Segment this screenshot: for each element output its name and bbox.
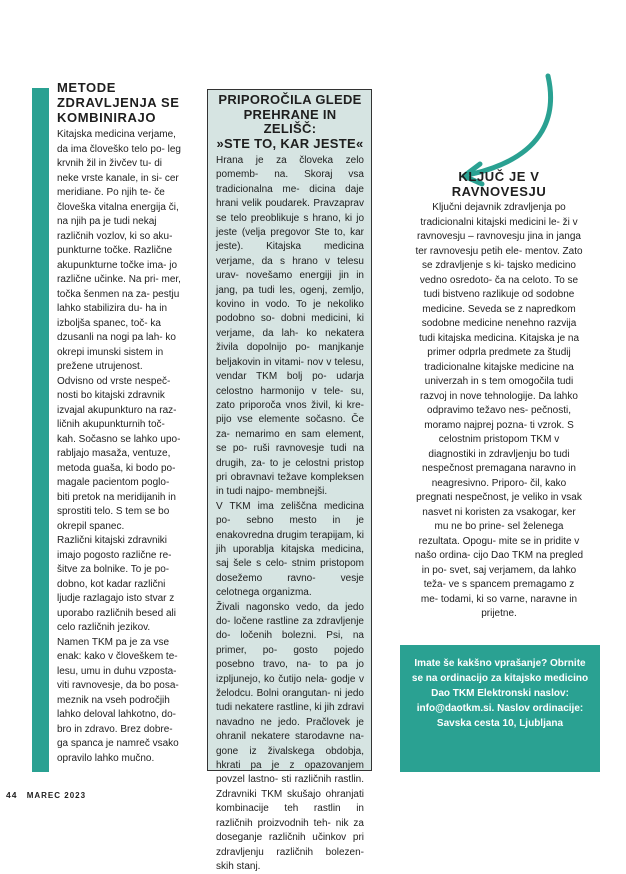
paragraph: Ključni dejavnik zdravljenja po tradicionalni kitajski medicini le- ži v ravnovesju – ravnovesju jina in janga ter ravnovesju petih ele- mentov. Zato se zdravljenje s ki- tajsko medicino vedno osredoto- ča na celoto. To se tudi bistveno razlikuje od sodobne medicine. Seveda se z napredkom sodobne medicine nenehno razvija tudi kitajska medicina. Kitajska je na primer odprla predmete za študij tradicionalne kitajske medicine na univerzah in s tem omogočila tudi razvoj in nove tehnologije. Da lahko odpravimo težavo nes- pečnosti, moramo najprej pozna- ti vzrok. S celostnim pristopom TKM v diagnostiki in zdravljenju bo tudi nespečnost premagana naravno in neagresivno. Priporo- čil, kako pregnati nespečnost, je veliko in vsak nasvet ni koristen za vsakogar, ker mu ne bo prine- sel želenega rezultata. Opogu- mite se in pridite v našo ordina- cijo Dao TKM na pregled in po- svet, saj verjamem, da lahko teža- ve s spancem premagamo z me- todami, ki so varne, naravne in prijetne. — [414, 202, 584, 619]
contact-callout — [400, 645, 600, 772]
heading-line: PREHRANE IN ZELIŠČ: — [243, 106, 337, 136]
article-column-right — [414, 169, 584, 622]
issue-label: MAREC 2023 — [26, 791, 87, 800]
accent-bar — [32, 88, 49, 772]
section-heading-balance — [414, 169, 584, 199]
paragraph: Različni kitajski zdravniki imajo pogosto različne re- šitve za bolnike. To je po- dobno, kot kadar različni ljudje razlagajo isto stvar z uporabo različnih besed ali celo različnih jezikov. Namen TKM pa je za vse enak: kako v človeškem te- lesu, umu in duhu vzposta- viti ravnovesje, da bo posa- meznik na vseh področjih lahko deloval lahkotno, do- bro in zdravo. Brez dobre- ga spanca je namreč vsako opravilo lahko mučno. — [57, 535, 179, 764]
page-number: 44 — [6, 790, 18, 800]
section-heading-methods — [57, 80, 184, 125]
heading-line: PRIPOROČILA GLEDE — [218, 92, 362, 107]
heading-line: ZDRAVLJENJA SE — [57, 95, 180, 110]
paragraph: Odvisno od vrste nespeč- nosti bo kitajski zdravnik izvajal akupunkturo na raz- ličnih akupunkturnih toč- kah. Sočasno se lahko upo- rabljajo masaža, ventuze, metoda guaša, ki bodo po- magale pacientom poglo- biti pretok na meridijanih in sprostiti telo. S tem se bo okrepil spanec. — [57, 375, 181, 532]
sidebar-box-nutrition — [207, 89, 372, 872]
page-footer — [6, 790, 86, 800]
paragraph: V TKM ima zeliščna medicina po- sebno mesto in je enakovredna drugim terapijam, ki jih uporablja kitajska medicina, saj šele s celo- stnim pristopom dosežemo ravno- vesje celotnega organizma. — [216, 500, 364, 599]
heading-line: »STE TO, KAR JESTE« — [216, 135, 364, 151]
section-heading-nutrition — [216, 93, 364, 151]
paragraph: Kitajska medicina verjame, da ima človeško telo po- leg krvnih žil in živčev tu- di neke vrste kanale, in si- cer meridiane. Po njih te- če človeška vitalna energija či, na njih pa je tudi nekaj različnih vozlov, ki so aku- punkturne točke. Različne akupunkturne točke ima- jo različne učinke. Na pri- mer, točka šenmen na za- pestju lahko stabilizira du- ha in izboljša spanec, toč- ka dzusanli na nogi pa lah- ko okrepi imunski sistem in prežene utrujenost. — [57, 129, 181, 372]
paragraph: Hrana je za človeka zelo pomemb- na. Skoraj vsa tradicionalna me- dicina daje hrani velik poudarek. Pravzaprav se telo preoblikuje s hrano, ki jo jeste (velja pregovor Ste to, kar jeste). Kitajska medicina verjame, da s hrano v telesu urav- novešamo energiji jin in jang, pa tudi les, ogenj, zemljo, kovino in vodo. To je nekoliko podobno so- dobni medicini, ki verjame, da lah- ko nekatera živila dopolnijo po- manjkanje beljakovin in vitami- nov v telesu, vendar TKM bolj po- udarja celostno harmonijo v tele- su, zato priporoča vnos živil, ki kre- pijo vse elemente sočasno. Če za- nemarimo en sam element, se po- ruši ravnovesje tudi na drugih, za- to je celostni pristop pri obravnavi težave kompleksen in tudi najpo- membnejši. — [216, 155, 364, 498]
callout-text: Imate še kakšno vprašanje? Obrnite se na ordinacijo za kitajsko medicino Dao TKM Elektronski naslov: info@daotkm.si. Naslov ordinacije: Savska cesta 10, Ljubljana — [411, 658, 589, 729]
heading-line: KOMBINIRAJO — [57, 110, 157, 125]
heading-line: METODE — [57, 80, 116, 95]
paragraph: Živali nagonsko vedo, da jedo do- ločene rastline za zdravljenje do- ločenih bolezni. Psi, na primer, po- gosto pojedo posebno travo, na- to pa jo izpljunejo, ko čutijo nela- godje v želodcu. Bolni orangutan- ni jedo tudi nekatere rastline, ki jih zdravi navadno ne jedo. Pračlovek je ohranil nekatere starodavne na- gone iz živalskega obdobja, hkrati pa je z opazovanjem povzel lastno- sti različnih rastlin. Zdravniki TKM skušajo ohranjati kombinacije teh rastlin in različnih proizvodnih teh- nik za doseganje različnih učinkov pri zdravljenju različnih bolezen- skih stanj. — [216, 601, 364, 872]
article-column-left — [57, 80, 184, 766]
heading-line: KLJUČ JE V — [458, 169, 540, 184]
heading-line: RAVNOVESJU — [451, 184, 547, 199]
